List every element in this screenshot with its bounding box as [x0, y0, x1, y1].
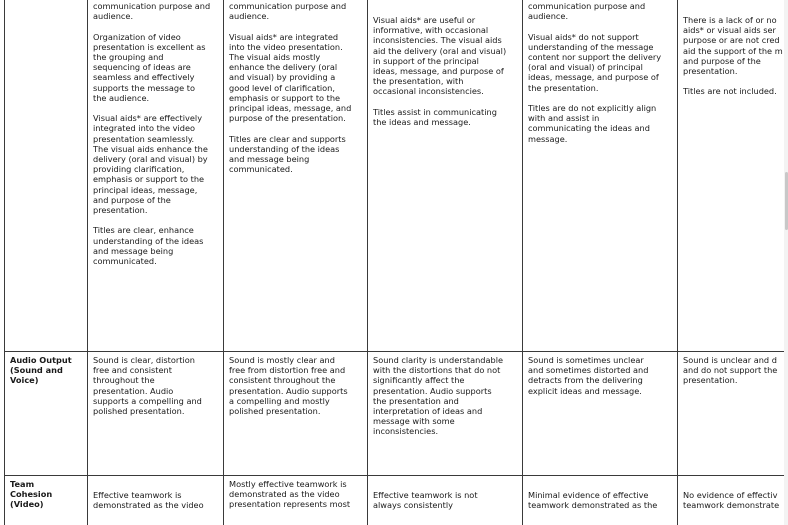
rubric-cell-poor: [523, 476, 678, 525]
rubric-cell-unsatisfactory: [678, 352, 785, 476]
rubric-cell-poor: [523, 0, 678, 352]
rubric-table: [4, 0, 784, 525]
cell-paragraph: Visual aids* do not support understanding of the message content nor support the delivery (oral and visual) of principal ideas, message, and purpose of the presentation.: [528, 31, 662, 93]
cell-paragraph: communication purpose and audience.: [93, 1, 211, 22]
rubric-cell-satisfactory: [368, 476, 523, 525]
row-header: [5, 0, 88, 352]
cell-paragraph: Sound is sometimes unclear and sometimes distorted and detracts from the delivering explicit ideas and message.: [528, 355, 649, 396]
vertical-scrollbar[interactable]: [784, 0, 788, 525]
table-row: [5, 476, 785, 525]
cell-paragraph: Titles are do not explicitly align with and assist in communicating the ideas and message.: [528, 103, 657, 144]
table-row: [5, 352, 785, 476]
rubric-cell-satisfactory: [368, 0, 523, 352]
cell-paragraph: Effective teamwork is not always consistently: [373, 490, 478, 511]
cell-paragraph: Sound clarity is understandable with the distortions that do not significantly affect the presentation. Audio supports the presentation and interpretation of ideas and message with some inconsistencies.: [373, 355, 504, 437]
cell-paragraph: communication purpose and audience.: [229, 1, 347, 22]
cell-paragraph: There is a lack of or no aids* or visual aids ser purpose or are not cred aid the support of the m and purpose of the presentation.: [683, 15, 783, 77]
rubric-cell-good: [224, 476, 368, 525]
cell-paragraph: Visual aids* are useful or informative, with occasional inconsistencies. The visual aids aid the delivery (oral and visual) in support of the principal ideas, message, and purpose of the presentation, with occasional inconsistencies.: [373, 15, 507, 97]
row-header-team-cohesion: Team Cohesion (Video): [5, 476, 88, 525]
cell-paragraph: Titles assist in communicating the ideas and message.: [373, 106, 497, 128]
row-header-audio-output: Audio Output (Sound and Voice): [5, 352, 88, 476]
cell-paragraph: Sound is unclear and d and do not support the presentation.: [683, 355, 778, 386]
cell-paragraph: Titles are clear, enhance understanding of the ideas and message being communicated.: [93, 225, 204, 267]
cell-paragraph: Mostly effective teamwork is demonstrated as the video presentation represents most: [229, 479, 351, 510]
rubric-cell-satisfactory: [368, 352, 523, 476]
rubric-cell-unsatisfactory: [678, 0, 785, 352]
rubric-cell-excellent: [88, 352, 224, 476]
cell-paragraph: Titles are clear and supports understanding of the ideas and message being communicated.: [229, 133, 346, 175]
table-row: [5, 0, 785, 352]
cell-paragraph: Visual aids* are integrated into the video presentation. The visual aids mostly enhance the delivery (oral and visual) by providing a good level of clarification, emphasis or support to the principal ideas, message, and purpose of the presentation.: [229, 31, 352, 124]
cell-paragraph: No evidence of effectiv teamwork demonstrate: [683, 490, 780, 511]
rubric-cell-excellent: [88, 476, 224, 525]
rubric-cell-good: [224, 0, 368, 352]
cell-paragraph: Sound is clear, distortion free and consistent throughout the presentation. Audio supports a compelling and polished presentation.: [93, 355, 202, 417]
rubric-cell-poor: [523, 352, 678, 476]
rubric-cell-good: [224, 352, 368, 476]
rubric-cell-unsatisfactory: [678, 476, 785, 525]
cell-paragraph: Organization of video presentation is excellent as the grouping and sequencing of ideas are seamless and effectively supports the message to the audience.: [93, 31, 206, 103]
cell-paragraph: communication purpose and audience.: [528, 1, 646, 22]
cell-paragraph: Visual aids* are effectively integrated into the video presentation seamlessly. The visual aids enhance the delivery (oral and visual) by providing clarification, emphasis or support to the principal ideas, message, and purpose of the presentation.: [93, 113, 208, 216]
rubric-cell-excellent: [88, 0, 224, 352]
cell-paragraph: Effective teamwork is demonstrated as the video: [93, 490, 204, 511]
cell-paragraph: Sound is mostly clear and free from distortion free and consistent throughout the presentation. Audio supports a compelling and mostly polished presentation.: [229, 355, 348, 417]
cell-paragraph: Titles are not included.: [683, 86, 777, 97]
cell-paragraph: Minimal evidence of effective teamwork demonstrated as the: [528, 490, 658, 511]
